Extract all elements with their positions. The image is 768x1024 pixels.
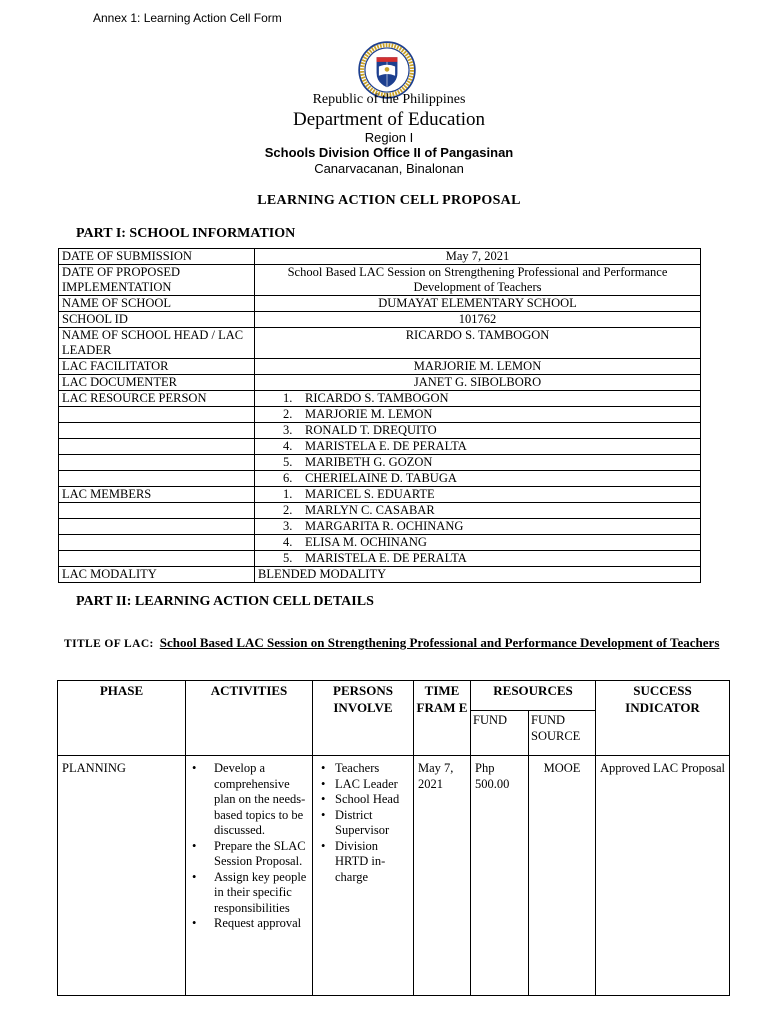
success-cell: Approved LAC Proposal — [596, 756, 730, 996]
list-item — [255, 439, 701, 455]
empty-label — [59, 439, 255, 455]
col-header-fund: FUND — [471, 711, 529, 756]
person-name: MARJORIE M. LEMON — [305, 407, 433, 421]
republic-line: Republic of the Philippines — [312, 92, 466, 107]
row-label: LAC FACILITATOR — [59, 359, 255, 375]
department-name: Department of Education — [292, 109, 486, 130]
list-item: • School Head — [335, 792, 409, 808]
persons-list — [317, 761, 409, 885]
table-row — [59, 359, 701, 375]
part1-title: PART I: SCHOOL INFORMATION — [76, 226, 296, 241]
row-label: DATE OF PROPOSED IMPLEMENTATION — [59, 265, 255, 296]
empty-label — [59, 423, 255, 439]
row-label: NAME OF SCHOOL — [59, 296, 255, 312]
resource-person-label: LAC RESOURCE PERSON — [59, 391, 255, 407]
empty-label — [59, 471, 255, 487]
table-row — [59, 312, 701, 328]
table-row — [59, 567, 701, 583]
title-of-lac-value: School Based LAC Session on Strengthening Professional and Performance Development of Teachers — [159, 635, 720, 650]
empty-label — [59, 503, 255, 519]
fund-source-cell: MOOE — [529, 756, 596, 996]
list-item — [255, 503, 701, 519]
item-number: 1. — [283, 391, 293, 405]
table-row — [59, 423, 701, 439]
member-name: ELISA M. OCHINANG — [305, 535, 427, 549]
division-line: Schools Division Office II of Pangasinan — [264, 145, 514, 160]
col-header-phase: PHASE — [58, 681, 186, 756]
col-header-time-frame: TIME FRAM E — [414, 681, 471, 756]
list-item: • Prepare the SLAC Session Proposal. — [214, 839, 308, 870]
empty-label — [59, 407, 255, 423]
col-header-resources: RESOURCES — [471, 681, 596, 711]
row-label: NAME OF SCHOOL HEAD / LAC LEADER — [59, 328, 255, 359]
member-name: MARISTELA E. DE PERALTA — [305, 551, 467, 565]
title-of-lac — [64, 633, 729, 654]
item-number: 4. — [283, 439, 293, 453]
row-value: 101762 — [255, 312, 701, 328]
list-item — [255, 487, 701, 503]
time-frame-cell: May 7, 2021 — [414, 756, 471, 996]
table-header-row — [58, 681, 730, 711]
region-line: Region I — [364, 130, 414, 145]
title-of-lac-label: TITLE OF LAC: — [64, 638, 154, 650]
item-number: 3. — [283, 423, 293, 437]
list-item — [255, 391, 701, 407]
list-item: • Division HRTD in-charge — [335, 839, 409, 886]
table-row — [59, 328, 701, 359]
annex-label: Annex 1: Learning Action Cell Form — [93, 11, 282, 25]
empty-label — [59, 551, 255, 567]
table-row — [59, 535, 701, 551]
list-item: • Request approval — [214, 916, 308, 932]
person-name: MARIBETH G. GOZON — [305, 455, 433, 469]
member-name: MARICEL S. EDUARTE — [305, 487, 435, 501]
list-item — [255, 407, 701, 423]
row-value: JANET G. SIBOLBORO — [255, 375, 701, 391]
persons-cell — [313, 756, 414, 996]
modality-value: BLENDED MODALITY — [255, 567, 701, 583]
empty-label — [59, 455, 255, 471]
list-item: • Teachers — [335, 761, 409, 777]
row-value: RICARDO S. TAMBOGON — [255, 328, 701, 359]
member-name: MARGARITA R. OCHINANG — [305, 519, 464, 533]
list-item — [255, 455, 701, 471]
row-label: LAC DOCUMENTER — [59, 375, 255, 391]
item-number: 5. — [283, 455, 293, 469]
item-number: 2. — [283, 407, 293, 421]
item-number: 3. — [283, 519, 293, 533]
row-label: DATE OF SUBMISSION — [59, 249, 255, 265]
deped-seal-icon — [358, 41, 416, 99]
table-row — [59, 265, 701, 296]
item-number: 2. — [283, 503, 293, 517]
col-header-fund-source: FUND SOURCE — [529, 711, 596, 756]
table-row — [59, 407, 701, 423]
col-header-activities: ACTIVITIES — [186, 681, 313, 756]
activities-list — [190, 761, 308, 932]
list-item: • District Supervisor — [335, 808, 409, 839]
place-line: Canarvacanan, Binalonan — [314, 161, 464, 176]
list-item: • LAC Leader — [335, 777, 409, 793]
list-item — [255, 471, 701, 487]
table-row — [59, 471, 701, 487]
activities-cell — [186, 756, 313, 996]
table-row — [59, 487, 701, 503]
list-item — [255, 551, 701, 567]
item-number: 4. — [283, 535, 293, 549]
list-item — [255, 519, 701, 535]
row-value: DUMAYAT ELEMENTARY SCHOOL — [255, 296, 701, 312]
fund-cell: Php 500.00 — [471, 756, 529, 996]
empty-label — [59, 519, 255, 535]
col-header-persons: PERSONS INVOLVE — [313, 681, 414, 756]
item-number: 1. — [283, 487, 293, 501]
person-name: RONALD T. DREQUITO — [305, 423, 437, 437]
col-header-success: SUCCESS INDICATOR — [596, 681, 730, 756]
list-item: • Assign key people in their specific responsibilities — [214, 870, 308, 917]
part2-title: PART II: LEARNING ACTION CELL DETAILS — [76, 594, 374, 609]
school-information-table — [58, 248, 701, 583]
table-row — [59, 391, 701, 407]
table-row — [58, 756, 730, 996]
table-row — [59, 249, 701, 265]
members-label: LAC MEMBERS — [59, 487, 255, 503]
item-number: 6. — [283, 471, 293, 485]
row-label: SCHOOL ID — [59, 312, 255, 328]
list-item: • Develop a comprehensive plan on the needs-based topics to be discussed. — [214, 761, 308, 839]
row-value: School Based LAC Session on Strengthening Professional and Performance Development of Teachers — [255, 265, 701, 296]
table-row — [59, 503, 701, 519]
table-row — [59, 455, 701, 471]
table-row — [59, 519, 701, 535]
person-name: MARISTELA E. DE PERALTA — [305, 439, 467, 453]
lac-details-table — [57, 680, 730, 996]
table-row — [59, 439, 701, 455]
table-row — [59, 551, 701, 567]
list-item — [255, 423, 701, 439]
person-name: CHERIELAINE D. TABUGA — [305, 471, 457, 485]
item-number: 5. — [283, 551, 293, 565]
person-name: RICARDO S. TAMBOGON — [305, 391, 449, 405]
proposal-title: LEARNING ACTION CELL PROPOSAL — [257, 193, 521, 208]
row-value: May 7, 2021 — [255, 249, 701, 265]
modality-label: LAC MODALITY — [59, 567, 255, 583]
table-row — [59, 296, 701, 312]
empty-label — [59, 535, 255, 551]
phase-cell: PLANNING — [58, 756, 186, 996]
table-row — [59, 375, 701, 391]
list-item — [255, 535, 701, 551]
member-name: MARLYN C. CASABAR — [305, 503, 435, 517]
row-value: MARJORIE M. LEMON — [255, 359, 701, 375]
